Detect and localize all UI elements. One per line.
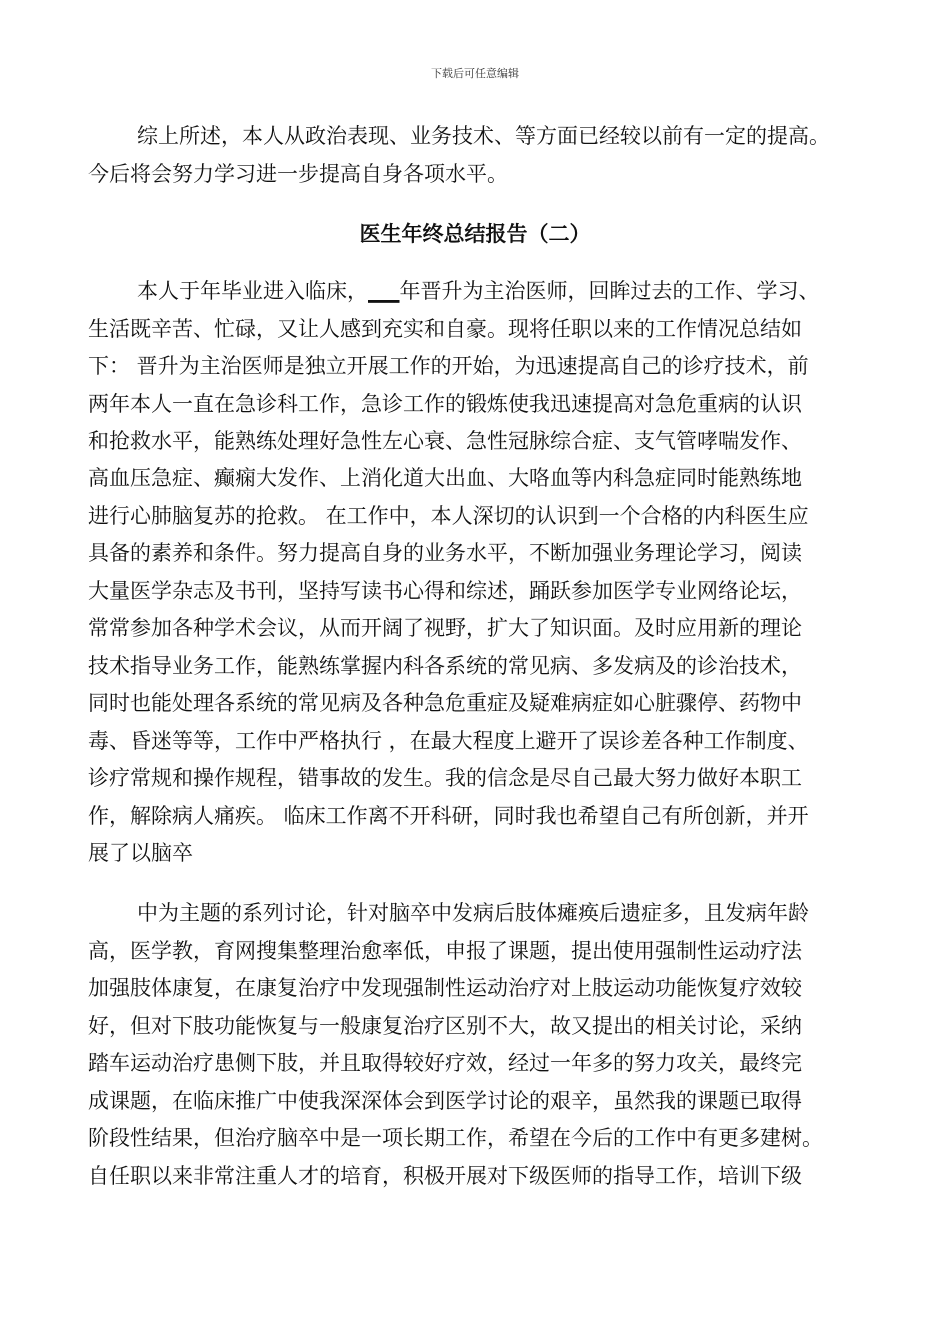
paragraph-line: 下： 晋升为主治医师是独立开展工作的开始，为迅速提高自己的诊疗技术，前 — [88, 354, 809, 378]
paragraph-line: 展了以脑卒 — [88, 841, 193, 865]
section-title: 医生年终总结报告（二） — [359, 221, 591, 246]
paragraph-line: 进行心肺脑复苏的抢救。 在工作中，本人深切的认识到一个合格的内科医生应 — [88, 504, 809, 528]
paragraph-line: 同时也能处理各系统的常见病及各种急危重症及疑难病症如心脏骤停、药物中 — [88, 691, 802, 715]
paragraph-line: 成课题，在临床推广中使我深深体会到医学讨论的艰辛，虽然我的课题已取得 — [88, 1089, 802, 1113]
year-blank: ___ — [368, 279, 400, 303]
intro-line: 今后将会努力学习进一步提高自身各项水平。 — [88, 162, 508, 186]
paragraph-text: 本人于年毕业进入临床， — [137, 279, 368, 303]
paragraph-text: 年晋升为主治医师，回眸过去的工作、学习、 — [399, 279, 820, 303]
paragraph-line: 常常参加各种学术会议，从而开阔了视野，扩大了知识面。及时应用新的理论 — [88, 616, 802, 640]
paragraph-line — [0, 276, 950, 306]
paragraph-line: 加强肢体康复，在康复治疗中发现强制性运动治疗对上肢运动功能恢复疗效较 — [88, 976, 802, 1000]
paragraph-line: 高，医学教，育网搜集整理治愈率低，申报了课题，提出使用强制性运动疗法 — [88, 939, 802, 963]
paragraph-line: 自任职以来非常注重人才的培育，积极开展对下级医师的指导工作，培训下级 — [88, 1164, 802, 1188]
paragraph-line: 高血压急症、癫痫大发作、上消化道大出血、大咯血等内科急症同时能熟练地 — [88, 466, 802, 490]
paragraph-line: 好，但对下肢功能恢复与一般康复治疗区别不大，故又提出的相关讨论，采纳 — [88, 1014, 802, 1038]
paragraph-line: 踏车运动治疗患侧下肢，并且取得较好疗效，经过一年多的努力攻关，最终完 — [88, 1051, 802, 1075]
paragraph-line: 作，解除病人痛疾。 临床工作离不开科研，同时我也希望自己有所创新，并开 — [88, 804, 809, 828]
paragraph-line: 毒、昏迷等等，工作中严格执行 ，在最大程度上避开了误诊差各种工作制度、 — [88, 729, 809, 753]
paragraph-line: 技术指导业务工作，能熟练掌握内科各系统的常见病、多发病及的诊治技术， — [88, 654, 802, 678]
paragraph-line: 两年本人一直在急诊科工作，急诊工作的锻炼使我迅速提高对急危重病的认识 — [88, 392, 802, 416]
paragraph-line: 具备的素养和条件。努力提高自身的业务水平，不断加强业务理论学习，阅读 — [88, 541, 802, 565]
paragraph-line: 诊疗常规和操作规程，错事故的发生。我的信念是尽自己最大努力做好本职工 — [88, 766, 802, 790]
paragraph-line: 阶段性结果，但治疗脑卒中是一项长期工作，希望在今后的工作中有更多建树。 — [88, 1126, 823, 1150]
paragraph-line: 中为主题的系列讨论，针对脑卒中发病后肢体瘫痪后遗症多，且发病年龄 — [137, 901, 809, 925]
page-header: 下载后可任意编辑 — [431, 67, 519, 80]
intro-line: 综上所述，本人从政治表现、业务技术、等方面已经较以前有一定的提高。 — [137, 124, 830, 148]
paragraph-line: 和抢救水平，能熟练处理好急性左心衰、急性冠脉综合症、支气管哮喘发作、 — [88, 429, 802, 453]
paragraph-line: 大量医学杂志及书刊，坚持写读书心得和综述，踊跃参加医学专业网络论坛， — [88, 579, 802, 603]
paragraph-line: 生活既辛苦、忙碌，又让人感到充实和自豪。现将任职以来的工作情况总结如 — [88, 317, 802, 341]
